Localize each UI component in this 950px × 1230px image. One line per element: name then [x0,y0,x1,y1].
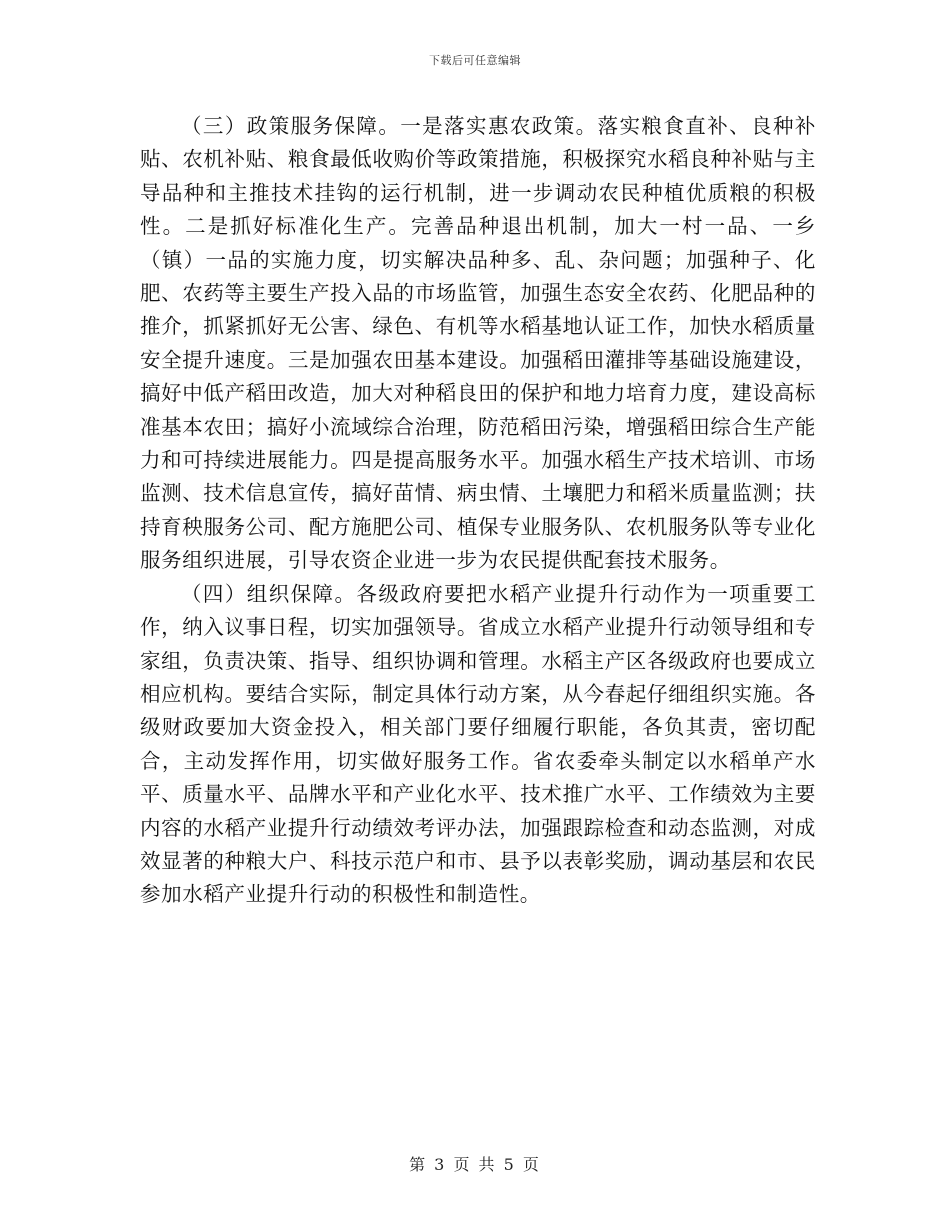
document-body [140,110,816,912]
page-header: 下载后可任意编辑 [429,54,521,67]
paragraph-organization: （四）组织保障。各级政府要把水稻产业提升行动作为一项重要工作，纳入议事日程，切实加强领导。省成立水稻产业提升行动领导组和专家组，负责决策、指导、组织协调和管理。水稻主产区各级政府也要成立相应机构。要结合实际，制定具体行动方案，从今春起仔细组织实施。各级财政要加大资金投入，相关部门要仔细履行职能，各负其责，密切配合，主动发挥作用，切实做好服务工作。省农委牵头制定以水稻单产水平、质量水平、品牌水平和产业化水平、技术推广水平、工作绩效为主要内容的水稻产业提升行动绩效考评办法，加强跟踪检查和动态监测，对成效显著的种粮大户、科技示范户和市、县予以表彰奖励，调动基层和农民参加水稻产业提升行动的积极性和制造性。 [140,581,816,907]
paragraph-policy-service: （三）政策服务保障。一是落实惠农政策。落实粮食直补、良种补贴、农机补贴、粮食最低收购价等政策措施，积极探究水稻良种补贴与主导品种和主推技术挂钩的运行机制，进一步调动农民种植优质粮的积极性。二是抓好标准化生产。完善品种退出机制，加大一村一品、一乡（镇）一品的实施力度，切实解决品种多、乱、杂问题；加强种子、化肥、农药等主要生产投入品的市场监管，加强生态安全农药、化肥品种的推介，抓紧抓好无公害、绿色、有机等水稻基地认证工作，加快水稻质量安全提升速度。三是加强农田基本建设。加强稻田灌排等基础设施建设，搞好中低产稻田改造，加大对种稻良田的保护和地力培育力度，建设高标准基本农田；搞好小流域综合治理，防范稻田污染，增强稻田综合生产能力和可持续进展能力。四是提高服务水平。加强水稻生产技术培训、市场监测、技术信息宣传，搞好苗情、病虫情、土壤肥力和稻米质量监测；扶持育秧服务公司、配方施肥公司、植保专业服务队、农机服务队等专业化服务组织进展，引导农资企业进一步为农民提供配套技术服务。 [140,114,816,573]
page-number: 第 3 页 共 5 页 [409,1155,541,1174]
